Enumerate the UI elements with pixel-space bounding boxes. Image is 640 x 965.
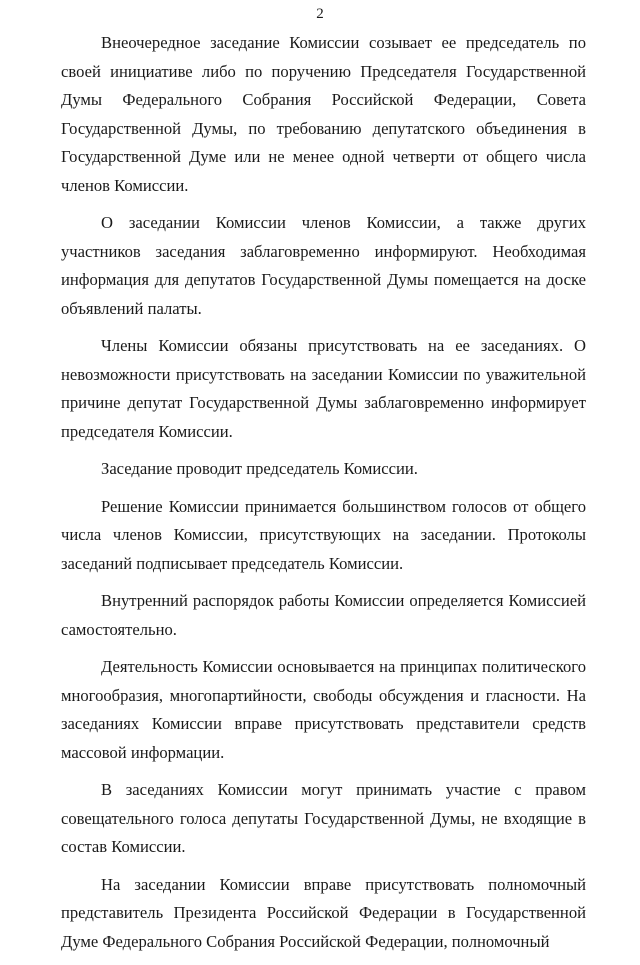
paragraph: Деятельность Комиссии основывается на принципах политического многообразия, многопартийности, свободы обсуждения и гласности. На заседаниях Комиссии вправе присутствовать представители средств массовой информации. — [61, 657, 586, 762]
paragraph: Внеочередное заседание Комиссии созывает ее председатель по своей инициативе либо по поручению Председателя Государственной Думы Федерального Собрания Российской Федерации, Совета Государственной Думы, по требованию депутатского объединения в Государственной Думе или не менее одной четверти от общего числа членов Комиссии. — [61, 33, 586, 195]
paragraph: На заседании Комиссии вправе присутствовать полномочный представитель Президента Российской Федерации в Государственной Думе Федерального Собрания Российской Федерации, полномочный — [61, 874, 586, 951]
paragraph: Внутренний распорядок работы Комиссии определяется Комиссией самостоятельно. — [61, 591, 586, 639]
page-number: 2 — [316, 6, 324, 22]
paragraph: О заседании Комиссии членов Комиссии, а также других участников заседания заблаговременно информируют. Необходимая информация для депутатов Государственной Думы помещается на доске объявлений палаты. — [61, 213, 586, 318]
paragraph: Заседание проводит председатель Комиссии. — [101, 459, 418, 478]
paragraph: Решение Комиссии принимается большинством голосов от общего числа членов Комиссии, присутствующих на заседании. Протоколы заседаний подписывает председатель Комиссии. — [61, 496, 586, 573]
document-body — [61, 29, 586, 965]
paragraph: Члены Комиссии обязаны присутствовать на ее заседаниях. О невозможности присутствовать на заседании Комиссии по уважительной причине депутат Государственной Думы заблаговременно информирует председателя Комиссии. — [61, 336, 586, 441]
paragraph: В заседаниях Комиссии могут принимать участие с правом совещательного голоса депутаты Государственной Думы, не входящие в состав Комиссии. — [61, 780, 586, 856]
